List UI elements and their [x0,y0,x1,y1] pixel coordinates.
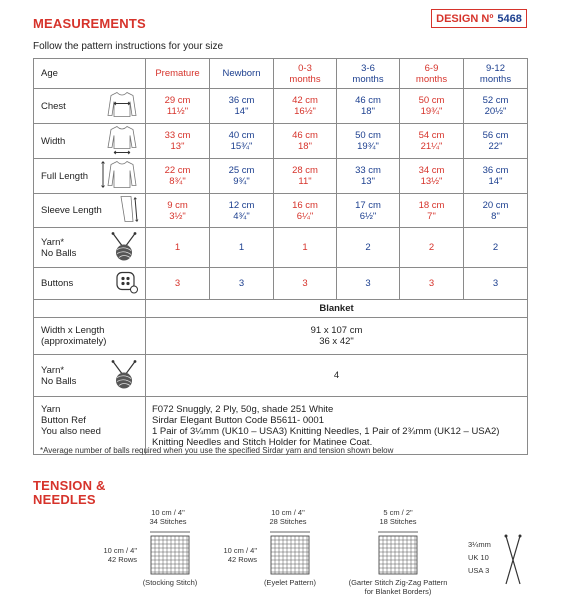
intro-text: Follow the pattern instructions for your size [33,41,224,52]
width-cell: 33 cm 13" [146,124,210,159]
buttons-cell: 3 [210,268,274,300]
full-length-cell: 36 cm 14" [464,159,528,194]
age-label: Age [34,59,146,89]
chest-cell: 29 cm 11½" [146,89,210,124]
gauge-stitches-label: 5 cm / 2" 18 Stitches [379,508,417,526]
full-length-cell: 25 cm 9¾" [210,159,274,194]
age-row [34,59,528,89]
garment-length-icon [99,159,139,194]
gauge-stitches-label: 10 cm / 4" 28 Stitches [269,508,307,526]
buttons-label: Buttons [34,268,146,300]
yarn-cell: 2 [464,228,528,268]
footnote: *Average number of balls required when you use the specified Sirdar yarn and tension shown below [40,446,394,455]
width-cell: 56 cm 22" [464,124,528,159]
sleeve-length-cell: 12 cm 4¾" [210,194,274,228]
width-cell: 54 cm 21¼" [400,124,464,159]
sleeve-length-cell: 17 cm 6½" [337,194,400,228]
chest-label: Chest [34,89,146,124]
tension-heading: TENSION & NEEDLES [33,478,106,507]
chest-cell: 50 cm 19¾" [400,89,464,124]
yarn-row [34,228,528,268]
chest-cell: 36 cm 14" [210,89,274,124]
needle-size-usa: USA 3 [468,566,490,575]
gauge-caption: (Stocking Stitch) [142,578,198,587]
sleeve-icon [115,194,139,227]
buttons-cell: 3 [464,268,528,300]
full-length-cell: 22 cm 8¾" [146,159,210,194]
full-length-cell: 33 cm 13" [337,159,400,194]
width-row [34,124,528,159]
blanket-yarn-label: Yarn* No Balls [34,355,146,397]
yarn-cell: 1 [210,228,274,268]
gauge-rows-label: 10 cm / 4" 42 Rows [103,546,137,564]
gauge-grid-icon [147,530,193,576]
width-cell: 50 cm 19¾" [337,124,400,159]
sleeve-length-cell: 20 cm 8" [464,194,528,228]
blanket-yarn-value: 4 [146,355,528,397]
button-icon [115,270,139,297]
gauge-stitches-label: 10 cm / 4" 34 Stitches [149,508,187,526]
buttons-cell: 3 [146,268,210,300]
sleeve-length-cell: 18 cm 7" [400,194,464,228]
design-number: 5468 [497,12,522,25]
knitting-needles-icon [502,534,524,586]
garment-width-icon [105,125,139,158]
blanket-header-row [34,300,528,318]
gauge-caption: (Garter Stitch Zig-Zag Pattern for Blanket Borders) [348,578,448,596]
yarn-cell: 2 [400,228,464,268]
gauge-grid-icon [375,530,421,576]
full-length-label: Full Length [34,159,146,194]
size-header: Premature [146,59,210,89]
needle-size-uk: UK 10 [468,553,489,562]
gauge-caption: (Eyelet Pattern) [263,578,317,587]
needle-size-mm: 3¼mm [468,540,491,549]
blanket-size-value: 91 x 107 cm 36 x 42" [146,318,528,355]
sleeve-length-cell: 16 cm 6¼" [274,194,337,228]
blanket-header: Blanket [146,300,528,318]
blanket-size-row [34,318,528,355]
size-header: 3-6 months [337,59,400,89]
buttons-cell: 3 [400,268,464,300]
measurements-table [33,58,528,455]
sleeve-length-cell: 9 cm 3½" [146,194,210,228]
gauge-garter-stitch [325,508,465,600]
buttons-cell: 3 [337,268,400,300]
size-header: 9-12 months [464,59,528,89]
full-length-row [34,159,528,194]
blanket-size-label: Width x Length (approximately) [34,318,146,355]
chest-cell: 42 cm 16½" [274,89,337,124]
materials-values: F072 Snuggly, 2 Ply, 50g, shade 251 White Sirdar Elegant Button Code B5611- 0001 1 Pair of 3¼mm (UK10 – USA3) Knitting Needles, 1 Pair of 2¾mm (UK12 – USA2) Knitting Needles and Stitch Holder for Matinee Coat. [146,397,528,455]
needle-size [460,530,530,600]
width-cell: 46 cm 18" [274,124,337,159]
gauge-grid-icon [267,530,313,576]
size-header: Newborn [210,59,274,89]
size-header: 0-3 months [274,59,337,89]
full-length-cell: 34 cm 13½" [400,159,464,194]
yarn-ball-icon [109,230,139,265]
yarn-ball-icon [109,358,139,393]
width-label: Width [34,124,146,159]
design-number-box [431,9,527,28]
design-label: DESIGN Nº [436,12,494,25]
yarn-label: Yarn* No Balls [34,228,146,268]
measurements-heading: MEASUREMENTS [33,16,146,31]
gauge-stocking-stitch [95,508,225,600]
yarn-cell: 1 [274,228,337,268]
gauge-rows-label: 10 cm / 4" 42 Rows [223,546,257,564]
blanket-header-spacer [34,300,146,318]
materials-labels: Yarn Button Ref You also need [34,397,146,455]
buttons-cell: 3 [274,268,337,300]
width-cell: 40 cm 15¾" [210,124,274,159]
yarn-cell: 2 [337,228,400,268]
sleeve-length-row [34,194,528,228]
chest-row [34,89,528,124]
garment-chest-icon [105,90,139,123]
chest-cell: 46 cm 18" [337,89,400,124]
yarn-cell: 1 [146,228,210,268]
blanket-yarn-row [34,355,528,397]
full-length-cell: 28 cm 11" [274,159,337,194]
sleeve-length-label: Sleeve Length [34,194,146,228]
size-header: 6-9 months [400,59,464,89]
chest-cell: 52 cm 20½" [464,89,528,124]
buttons-row [34,268,528,300]
